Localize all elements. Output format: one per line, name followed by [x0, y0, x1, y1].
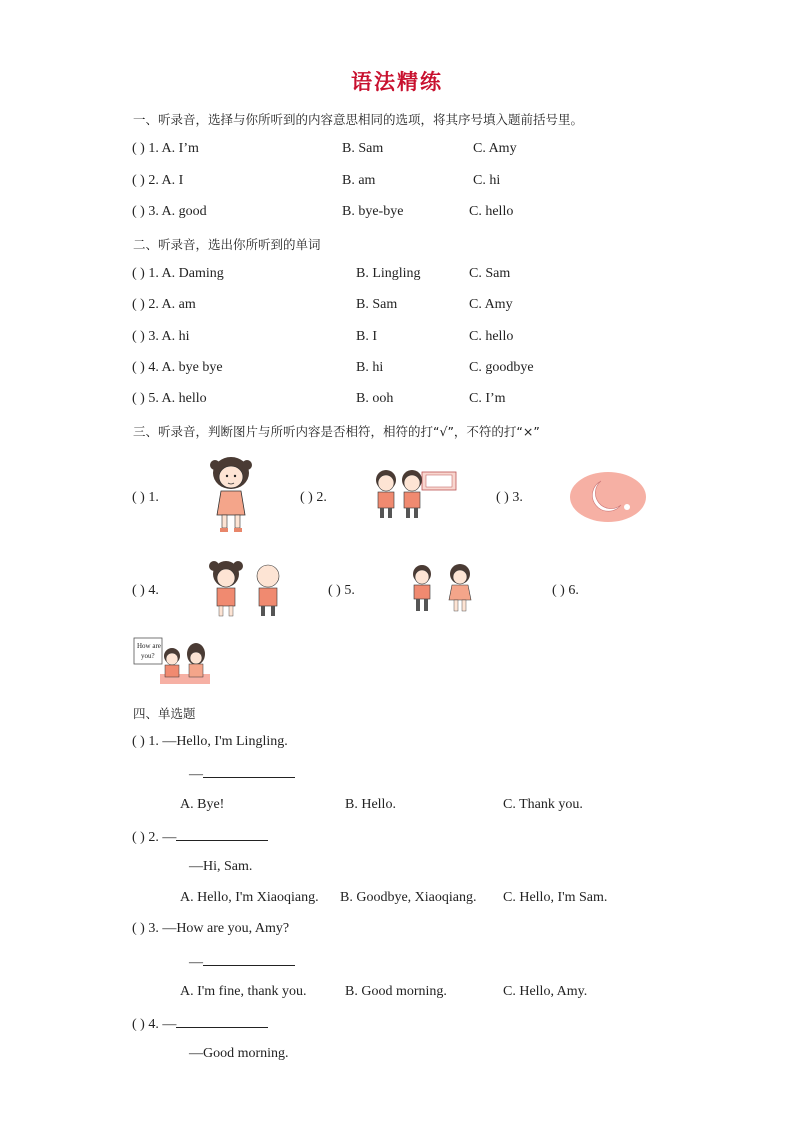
p4-q4-stem: ( ) 4. — [132, 1015, 268, 1033]
answer-blank[interactable] [203, 953, 295, 966]
p1-q2-option-c: C. hi [473, 173, 501, 188]
p1-q3-stem: ( ) 3. A. good [132, 204, 207, 219]
p3-q1-label: ( ) 1. [132, 490, 159, 505]
answer-blank[interactable] [176, 828, 268, 841]
boy-and-girl-picture [404, 562, 486, 616]
p2-q3-option-b: B. I [356, 329, 377, 344]
p1-q1-option-b: B. Sam [342, 141, 384, 156]
how-are-you-picture [132, 634, 214, 688]
answer-blank[interactable] [203, 765, 295, 778]
p2-q1-option-b: B. Lingling [356, 266, 421, 281]
p3-q3-label: ( ) 3. [496, 490, 523, 505]
p2-q4-option-c: C. goodbye [469, 360, 534, 375]
p2-q1-option-c: C. Sam [469, 266, 511, 281]
girl-and-boy-picture [204, 558, 290, 620]
p2-q4-stem: ( ) 4. A. bye bye [132, 360, 223, 375]
p1-q2-stem: ( ) 2. A. I [132, 173, 184, 188]
sign-text-line-1: How are [137, 642, 161, 650]
p4-q1-reply: — [189, 765, 295, 783]
p4-q2-option-c: C. Hello, I'm Sam. [503, 890, 608, 905]
sign-text-line-2: you? [141, 652, 155, 660]
page-title: 语法精练 [351, 70, 443, 94]
moon-picture [569, 471, 647, 523]
p4-q2-option-b: B. Goodbye, Xiaoqiang. [340, 890, 477, 905]
p2-q2-option-b: B. Sam [356, 297, 398, 312]
part1-heading: 一、听录音，选择与你所听到的内容意思相同的选项，将其序号填入题前括号里。 [133, 112, 584, 127]
p1-q2-option-b: B. am [342, 173, 376, 188]
p2-q2-stem: ( ) 2. A. am [132, 297, 196, 312]
answer-blank[interactable] [176, 1015, 268, 1028]
p4-q3-option-b: B. Good morning. [345, 984, 447, 999]
part3-heading: 三、听录音，判断图片与所听内容是否相符，相符的打“√”，不符的打“×” [133, 424, 540, 439]
p4-q2-reply: —Hi, Sam. [189, 859, 253, 874]
p2-q5-stem: ( ) 5. A. hello [132, 391, 207, 406]
p4-q1-stem: ( ) 1. —Hello, I'm Lingling. [132, 734, 288, 749]
p1-q1-option-c: C. Amy [473, 141, 517, 156]
p4-q2-stem: ( ) 2. — [132, 828, 268, 846]
p2-q5-option-b: B. ooh [356, 391, 394, 406]
part2-heading: 二、听录音，选出你所听到的单词 [133, 237, 321, 252]
p3-q4-label: ( ) 4. [132, 583, 159, 598]
boys-picture [372, 466, 458, 522]
p2-q3-option-c: C. hello [469, 329, 514, 344]
part4-heading: 四、单选题 [133, 706, 196, 721]
p2-q3-stem: ( ) 3. A. hi [132, 329, 190, 344]
p1-q3-option-b: B. bye-bye [342, 204, 404, 219]
p1-q3-option-c: C. hello [469, 204, 514, 219]
p4-q1-option-b: B. Hello. [345, 797, 396, 812]
p4-q3-reply: — [189, 953, 295, 971]
p4-q3-stem: ( ) 3. —How are you, Amy? [132, 921, 290, 936]
p4-q3-option-a: A. I'm fine, thank you. [180, 984, 307, 999]
p3-q6-label: ( ) 6. [552, 583, 579, 598]
p3-q2-label: ( ) 2. [300, 490, 327, 505]
p2-q2-option-c: C. Amy [469, 297, 513, 312]
p4-q2-option-a: A. Hello, I'm Xiaoqiang. [180, 890, 319, 905]
p1-q1-stem: ( ) 1. A. I’m [132, 141, 199, 156]
p4-q1-option-c: C. Thank you. [503, 797, 583, 812]
p2-q1-stem: ( ) 1. A. Daming [132, 266, 224, 281]
p4-q1-option-a: A. Bye! [180, 797, 225, 812]
p4-q3-option-c: C. Hello, Amy. [503, 984, 588, 999]
girl-picture [208, 453, 254, 535]
p2-q5-option-c: C. I’m [469, 391, 506, 406]
p2-q4-option-b: B. hi [356, 360, 384, 375]
p4-q4-reply: —Good morning. [189, 1046, 289, 1061]
p3-q5-label: ( ) 5. [328, 583, 355, 598]
